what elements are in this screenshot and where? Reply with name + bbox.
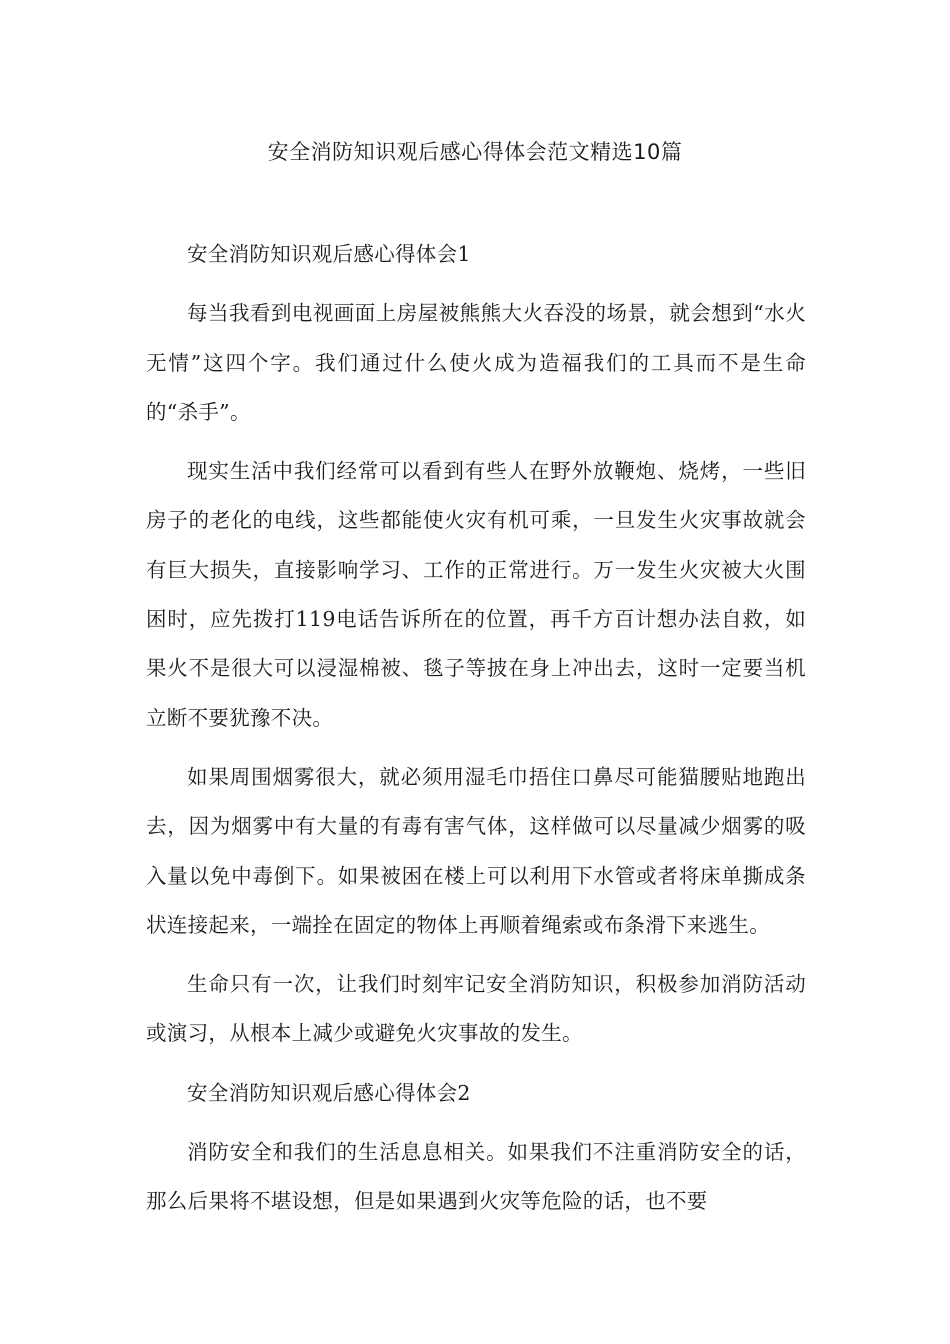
paragraph: 每当我看到电视画面上房屋被熊熊大火吞没的场景，就会想到“水火无情”这四个字。我们通过什么使火成为造福我们的工具而不是生命的“杀手”。 bbox=[146, 301, 806, 424]
section-heading: 安全消防知识观后感心得体会1 bbox=[187, 242, 471, 266]
paragraph: 如果周围烟雾很大，就必须用湿毛巾捂住口鼻尽可能猫腰贴地跑出去，因为烟雾中有大量的有毒有害气体，这样做可以尽量减少烟雾的吸入量以免中毒倒下。如果被困在楼上可以利用下水管或者将床单撕成条状连接起来，一端拴在固定的物体上再顺着绳索或布条滑下来逃生。 bbox=[146, 764, 806, 937]
section-heading: 安全消防知识观后感心得体会2 bbox=[187, 1080, 471, 1105]
paragraph: 现实生活中我们经常可以看到有些人在野外放鞭炮、烧烤，一些旧房子的老化的电线，这些都能使火灾有机可乘，一旦发生火灾事故就会有巨大损失，直接影响学习、工作的正常进行。万一发生火灾被大火围困时，应先拨打119电话告诉所在的位置，再千方百计想办法自救，如果火不是很大可以浸湿棉被、毯子等披在身上冲出去，这时一定要当机立断不要犹豫不决。 bbox=[146, 459, 806, 730]
section-1 bbox=[146, 230, 806, 1059]
document-title: 安全消防知识观后感心得体会范文精选10篇 bbox=[267, 140, 683, 164]
section-2 bbox=[146, 1069, 806, 1227]
paragraph: 生命只有一次，让我们时刻牢记安全消防知识，积极参加消防活动或演习，从根本上减少或避免火灾事故的发生。 bbox=[146, 972, 806, 1046]
document-body bbox=[146, 230, 806, 1237]
paragraph: 消防安全和我们的生活息息相关。如果我们不注重消防安全的话，那么后果将不堪设想，但是如果遇到火灾等危险的话，也不要 bbox=[146, 1140, 806, 1214]
